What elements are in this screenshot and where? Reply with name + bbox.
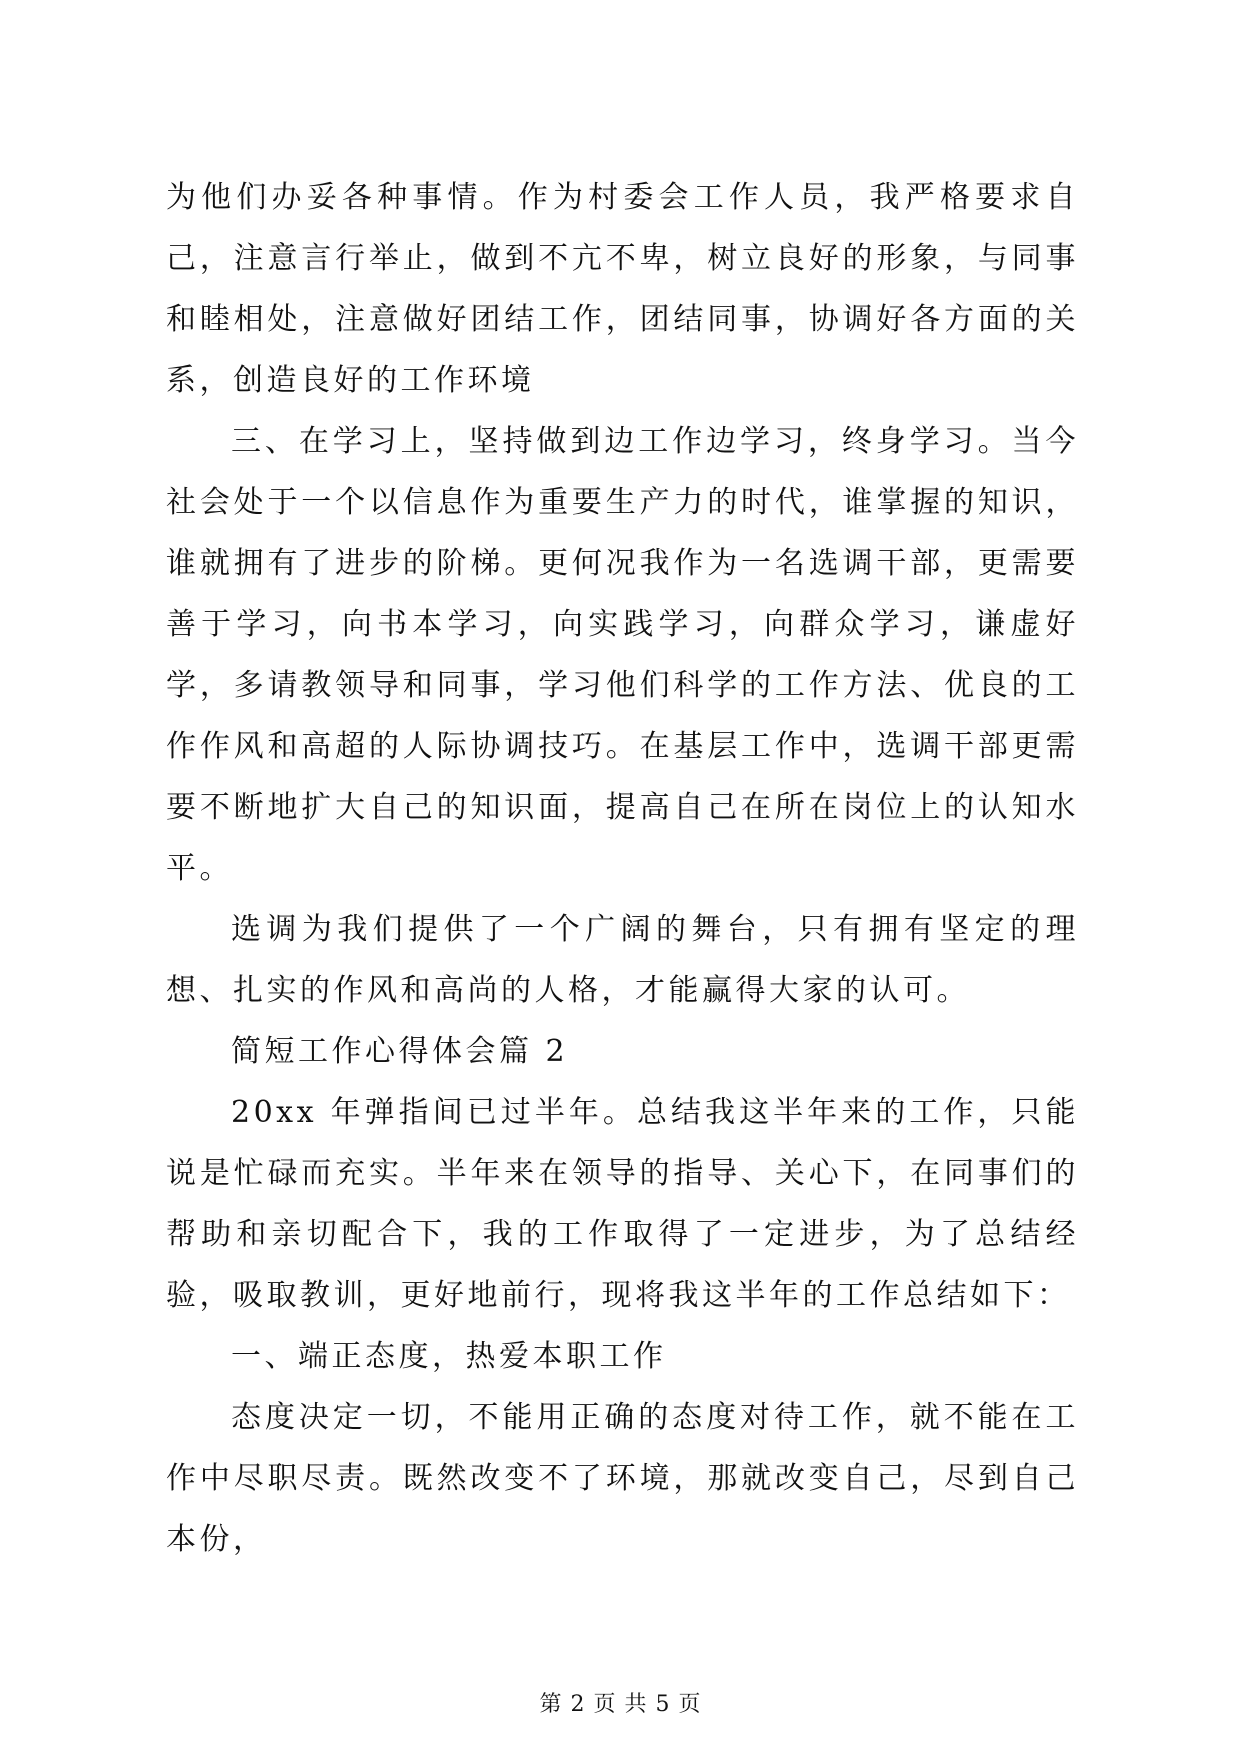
document-body <box>166 167 1079 1570</box>
paragraph-attitude: 态度决定一切，不能用正确的态度对待工作，就不能在工作中尽职尽责。既然改变不了环境，那就改变自己，尽到自己本份， <box>166 1400 1079 1557</box>
paragraph-conclusion: 选调为我们提供了一个广阔的舞台，只有拥有坚定的理想、扎实的作风和高尚的人格，才能赢得大家的认可。 <box>166 912 1079 1008</box>
subsection-heading: 一、端正态度，热爱本职工作 <box>231 1339 667 1374</box>
paragraph-continuation: 为他们办妥各种事情。作为村委会工作人员，我严格要求自己，注意言行举止，做到不亢不卑，树立良好的形象，与同事和睦相处，注意做好团结工作，团结同事，协调好各方面的关系，创造良好的工作环境 <box>166 180 1079 398</box>
paragraph-study: 三、在学习上，坚持做到边工作边学习，终身学习。当今社会处于一个以信息作为重要生产力的时代，谁掌握的知识，谁就拥有了进步的阶梯。更何况我作为一名选调干部，更需要善于学习，向书本学习，向实践学习，向群众学习，谦虚好学，多请教领导和同事，学习他们科学的工作方法、优良的工作作风和高超的人际协调技巧。在基层工作中，选调干部更需要不断地扩大自己的知识面，提高自己在所在岗位上的认知水平。 <box>166 424 1079 886</box>
page-footer: 第 2 页 共 5 页 <box>539 1692 702 1717</box>
paragraph-intro: 20xx 年弹指间已过半年。总结我这半年来的工作，只能说是忙碌而充实。半年来在领导的指导、关心下，在同事们的帮助和亲切配合下，我的工作取得了一定进步，为了总结经验，吸取教训，更好地前行，现将我这半年的工作总结如下： <box>166 1095 1079 1313</box>
section-heading: 简短工作心得体会篇 2 <box>231 1034 569 1069</box>
